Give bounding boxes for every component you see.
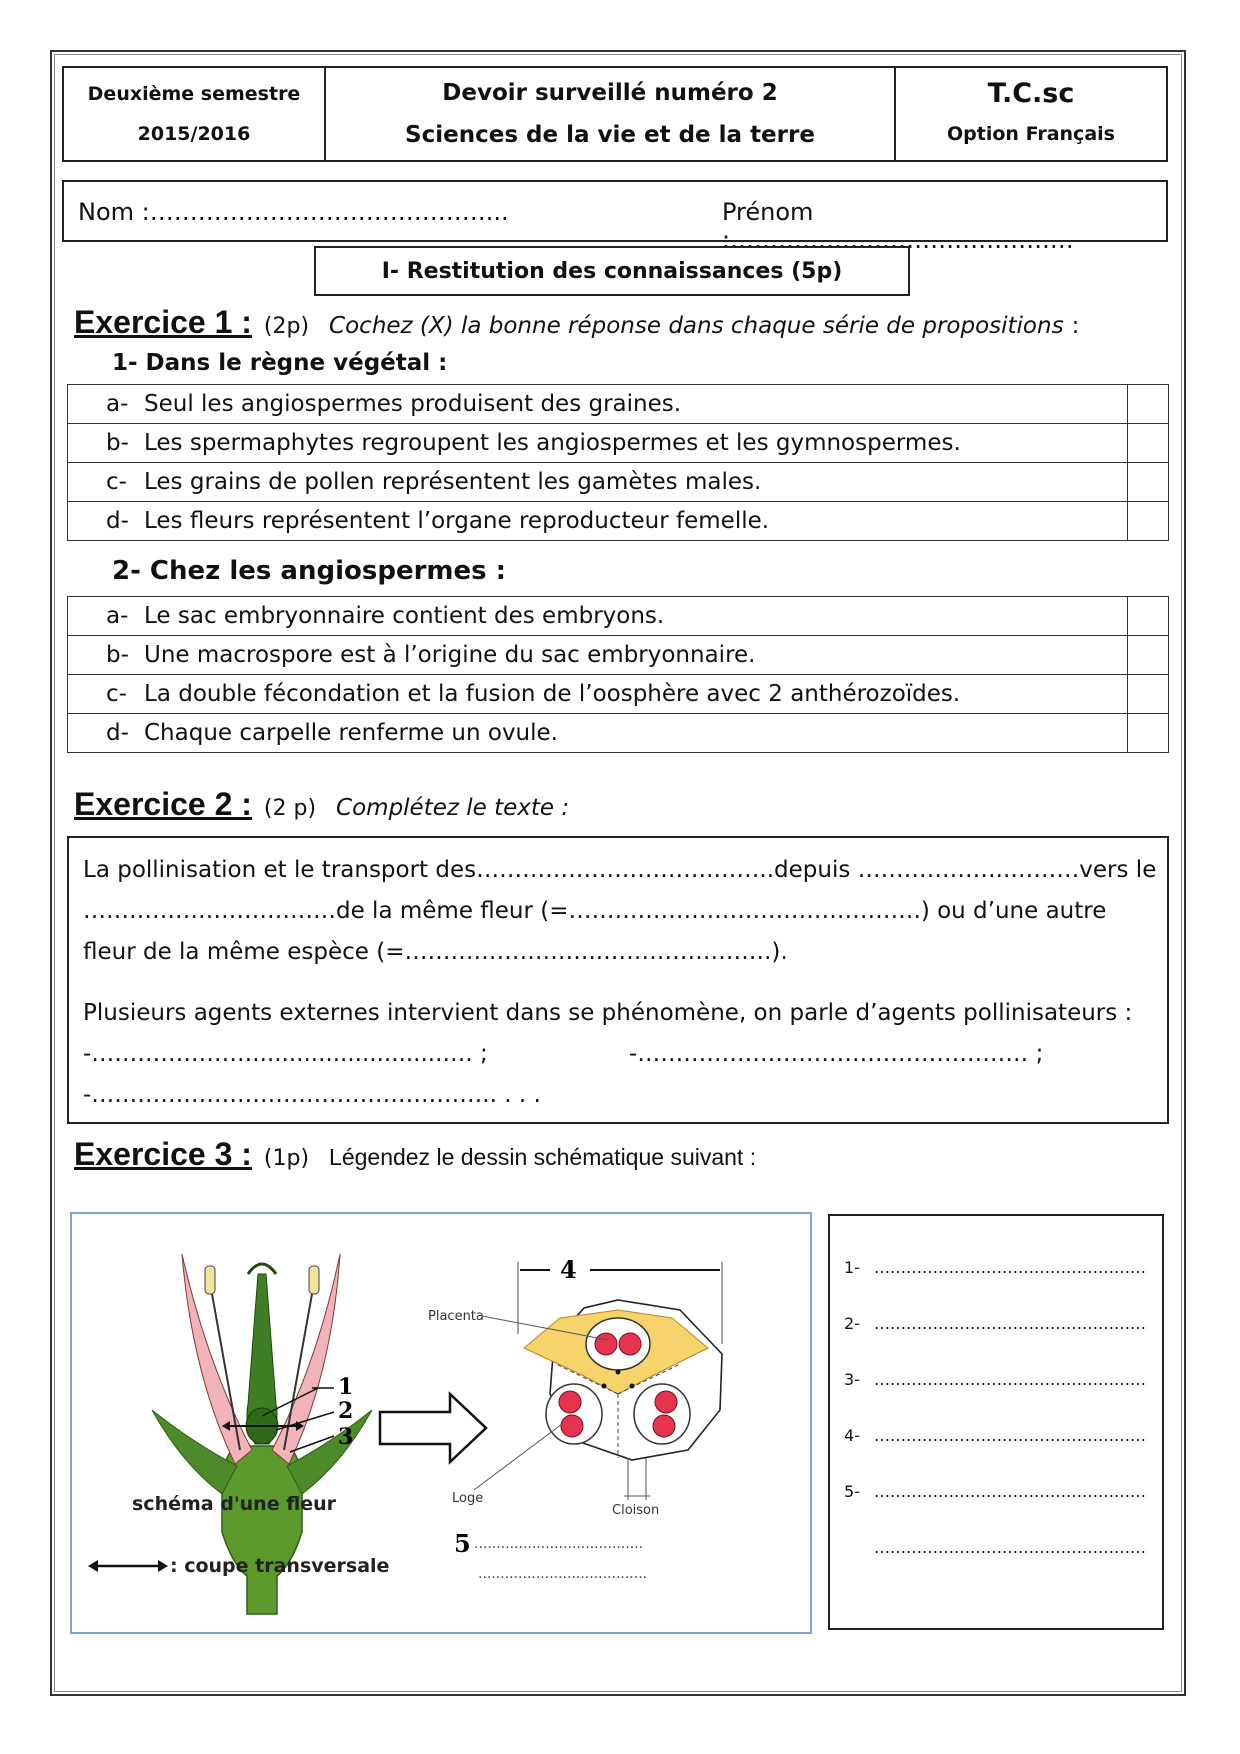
question-letter: b- — [106, 642, 129, 668]
exercise2-text-box — [67, 836, 1169, 1124]
fill-line[interactable]: -…………………………………………… ; — [629, 1041, 1044, 1067]
placenta-label: Placenta — [428, 1309, 484, 1324]
header-title-box — [324, 66, 896, 162]
semester-label: Deuxième semestre — [87, 83, 301, 105]
question-text: Les grains de pollen représentent les gamètes males. — [144, 469, 762, 495]
answer-checkbox[interactable] — [1128, 502, 1169, 541]
petal-left — [182, 1254, 252, 1464]
exercise2-header — [74, 786, 569, 823]
question-letter: c- — [106, 681, 127, 707]
answer-checkbox[interactable] — [1128, 463, 1169, 502]
exercise1-header — [74, 304, 1079, 341]
legend-row-5[interactable] — [844, 1482, 1146, 1501]
question-text: Le sac embryonnaire contient des embryons. — [144, 603, 665, 629]
legend-num: 5- — [844, 1482, 860, 1501]
fill-line[interactable]: -…………………..........................…. ; — [83, 1041, 488, 1067]
table-row — [68, 597, 1169, 636]
question-text: La double fécondation et la fusion de l’oosphère avec 2 anthérozoïdes. — [144, 681, 961, 707]
answer-checkbox[interactable] — [1128, 675, 1169, 714]
answer-checkbox[interactable] — [1128, 424, 1169, 463]
answer-checkbox[interactable] — [1128, 714, 1169, 753]
table-row — [68, 463, 1169, 502]
table-row — [68, 714, 1169, 753]
legend-blank: …………………………………………… — [874, 1482, 1146, 1501]
ovule — [561, 1415, 583, 1437]
question-text: Les spermaphytes regroupent les angiospermes et les gymnospermes. — [144, 430, 961, 456]
section-label-4: 4 — [560, 1255, 577, 1284]
class-code: T.C.sc — [987, 78, 1075, 109]
option-label: Option Français — [947, 123, 1115, 145]
fill-line[interactable]: ……………………………de la même fleur (=……………………………………….) ou d’une autre — [83, 898, 1107, 924]
question-letter: d- — [106, 720, 129, 746]
center-dot — [616, 1370, 621, 1375]
cloison-label: Cloison — [612, 1503, 660, 1518]
figure-box — [70, 1212, 812, 1634]
exercise1-part1-table — [67, 384, 1169, 541]
ovule — [655, 1391, 677, 1413]
legend-blank: …………………………………………… — [874, 1426, 1146, 1445]
flower-label-1: 1 — [338, 1374, 354, 1400]
legend-row-4[interactable] — [844, 1426, 1146, 1445]
table-row — [68, 385, 1169, 424]
legend-num: 1- — [844, 1258, 860, 1277]
exam-title: Devoir surveillé numéro 2 — [442, 80, 778, 106]
legend-num: 4- — [844, 1426, 860, 1445]
flower-diagram — [72, 1214, 810, 1632]
question-cell — [68, 675, 1128, 714]
section-label-5: 5 — [454, 1529, 471, 1558]
question-cell — [68, 597, 1128, 636]
fill-line[interactable]: fleur de la même espèce (=……………………..………………….). — [83, 939, 788, 965]
exercise1-instruction: Cochez (X) la bonne réponse dans chaque série de propositions — [329, 313, 1064, 339]
question-cell — [68, 424, 1128, 463]
question-cell — [68, 463, 1128, 502]
legend-blank: …………………………………………… — [874, 1314, 1146, 1333]
blank-5a[interactable]: ...................................... — [474, 1536, 644, 1552]
header-class-box — [894, 66, 1168, 162]
exercise2-points: (2 p) — [263, 796, 317, 821]
exercise1-part2-table — [67, 596, 1169, 753]
fill-line[interactable]: -…………………………………………….. . . . — [83, 1082, 541, 1108]
center-dot — [602, 1384, 607, 1389]
exercise1-colon: : — [1071, 313, 1080, 339]
table-row — [68, 424, 1169, 463]
legend-row-1[interactable] — [844, 1258, 1146, 1277]
question-cell — [68, 714, 1128, 753]
question-text: Seul les angiospermes produisent des graines. — [144, 391, 682, 417]
anther-left — [205, 1266, 215, 1294]
answer-checkbox[interactable] — [1128, 385, 1169, 424]
question-letter: a- — [106, 603, 129, 629]
exercise1-part2-title: 2- Chez les angiospermes : — [112, 556, 507, 586]
question-text: Chaque carpelle renferme un ovule. — [144, 720, 558, 746]
fill-line[interactable]: La pollinisation et le transport des………………………….……..depuis ………………..………vers le — [83, 857, 1157, 883]
stigma-shape — [248, 1264, 276, 1274]
question-letter: c- — [106, 469, 127, 495]
petal-right — [272, 1254, 340, 1464]
fill-line: Plusieurs agents externes intervient dans se phénomène, on parle d’agents pollinisateurs : — [83, 1000, 1133, 1026]
legend-blank: …………………………………………… — [874, 1258, 1146, 1277]
question-cell — [68, 502, 1128, 541]
loge-leader — [474, 1424, 562, 1490]
answer-checkbox[interactable] — [1128, 597, 1169, 636]
question-text: Les fleurs représentent l’organe reproducteur femelle. — [144, 508, 770, 534]
flower-caption: schéma d'une fleur — [132, 1493, 337, 1515]
subject-title: Sciences de la vie et de la terre — [405, 122, 815, 148]
legend-row-2[interactable] — [844, 1314, 1146, 1333]
ovule — [653, 1415, 675, 1437]
question-cell — [68, 385, 1128, 424]
flower-label-2: 2 — [338, 1398, 354, 1424]
question-letter: b- — [106, 430, 129, 456]
answer-checkbox[interactable] — [1128, 636, 1169, 675]
ovule — [619, 1333, 641, 1355]
center-dot — [630, 1384, 635, 1389]
exercise1-part1-title: 1- Dans le règne végétal : — [112, 350, 448, 376]
legend-box — [828, 1214, 1164, 1630]
exercise3-instruction: Légendez le dessin schématique suivant : — [329, 1144, 757, 1170]
question-text: Une macrospore est à l’origine du sac embryonnaire. — [144, 642, 756, 668]
legend-row-6[interactable] — [844, 1538, 1146, 1557]
loge-label: Loge — [452, 1491, 484, 1506]
exercise2-instruction: Complétez le texte : — [336, 795, 570, 821]
ovule — [595, 1333, 617, 1355]
exercise3-points: (1p) — [263, 1146, 310, 1171]
exercise2-title: Exercice 2 : — [74, 786, 252, 822]
legend-num: 3- — [844, 1370, 860, 1389]
anther-right — [309, 1266, 319, 1294]
question-letter: a- — [106, 391, 129, 417]
header-semester-box — [62, 66, 326, 162]
nom-field[interactable]: Nom :……………………………………... — [78, 198, 509, 226]
arrow-caption: : coupe transversale — [170, 1555, 390, 1577]
flower-label-3: 3 — [338, 1424, 354, 1450]
section-title: I- Restitution des connaissances (5p) — [314, 246, 910, 296]
legend-arrow-right — [158, 1560, 168, 1572]
blank-5b[interactable]: ...................................... — [478, 1566, 648, 1582]
exercise3-header — [74, 1136, 756, 1173]
legend-arrow-left — [88, 1560, 98, 1572]
question-cell — [68, 636, 1128, 675]
legend-blank: …………………………………………… — [874, 1370, 1146, 1389]
exercise3-title: Exercice 3 : — [74, 1136, 252, 1172]
table-row — [68, 502, 1169, 541]
exercise1-title: Exercice 1 : — [74, 304, 252, 340]
agents-row — [83, 1034, 1153, 1075]
legend-blank: …………………………………………… — [874, 1538, 1146, 1557]
big-arrow-icon — [380, 1394, 486, 1462]
table-row — [68, 675, 1169, 714]
table-row — [68, 636, 1169, 675]
legend-num: 2- — [844, 1314, 860, 1333]
prenom-field[interactable]: Prénom :………………………………….… — [722, 198, 1074, 254]
legend-row-3[interactable] — [844, 1370, 1146, 1389]
question-letter: d- — [106, 508, 129, 534]
identity-box — [62, 180, 1168, 254]
ovule — [559, 1391, 581, 1413]
ovary-cross-section — [524, 1300, 722, 1460]
exercise1-points: (2p) — [263, 314, 310, 339]
school-year: 2015/2016 — [137, 123, 251, 145]
